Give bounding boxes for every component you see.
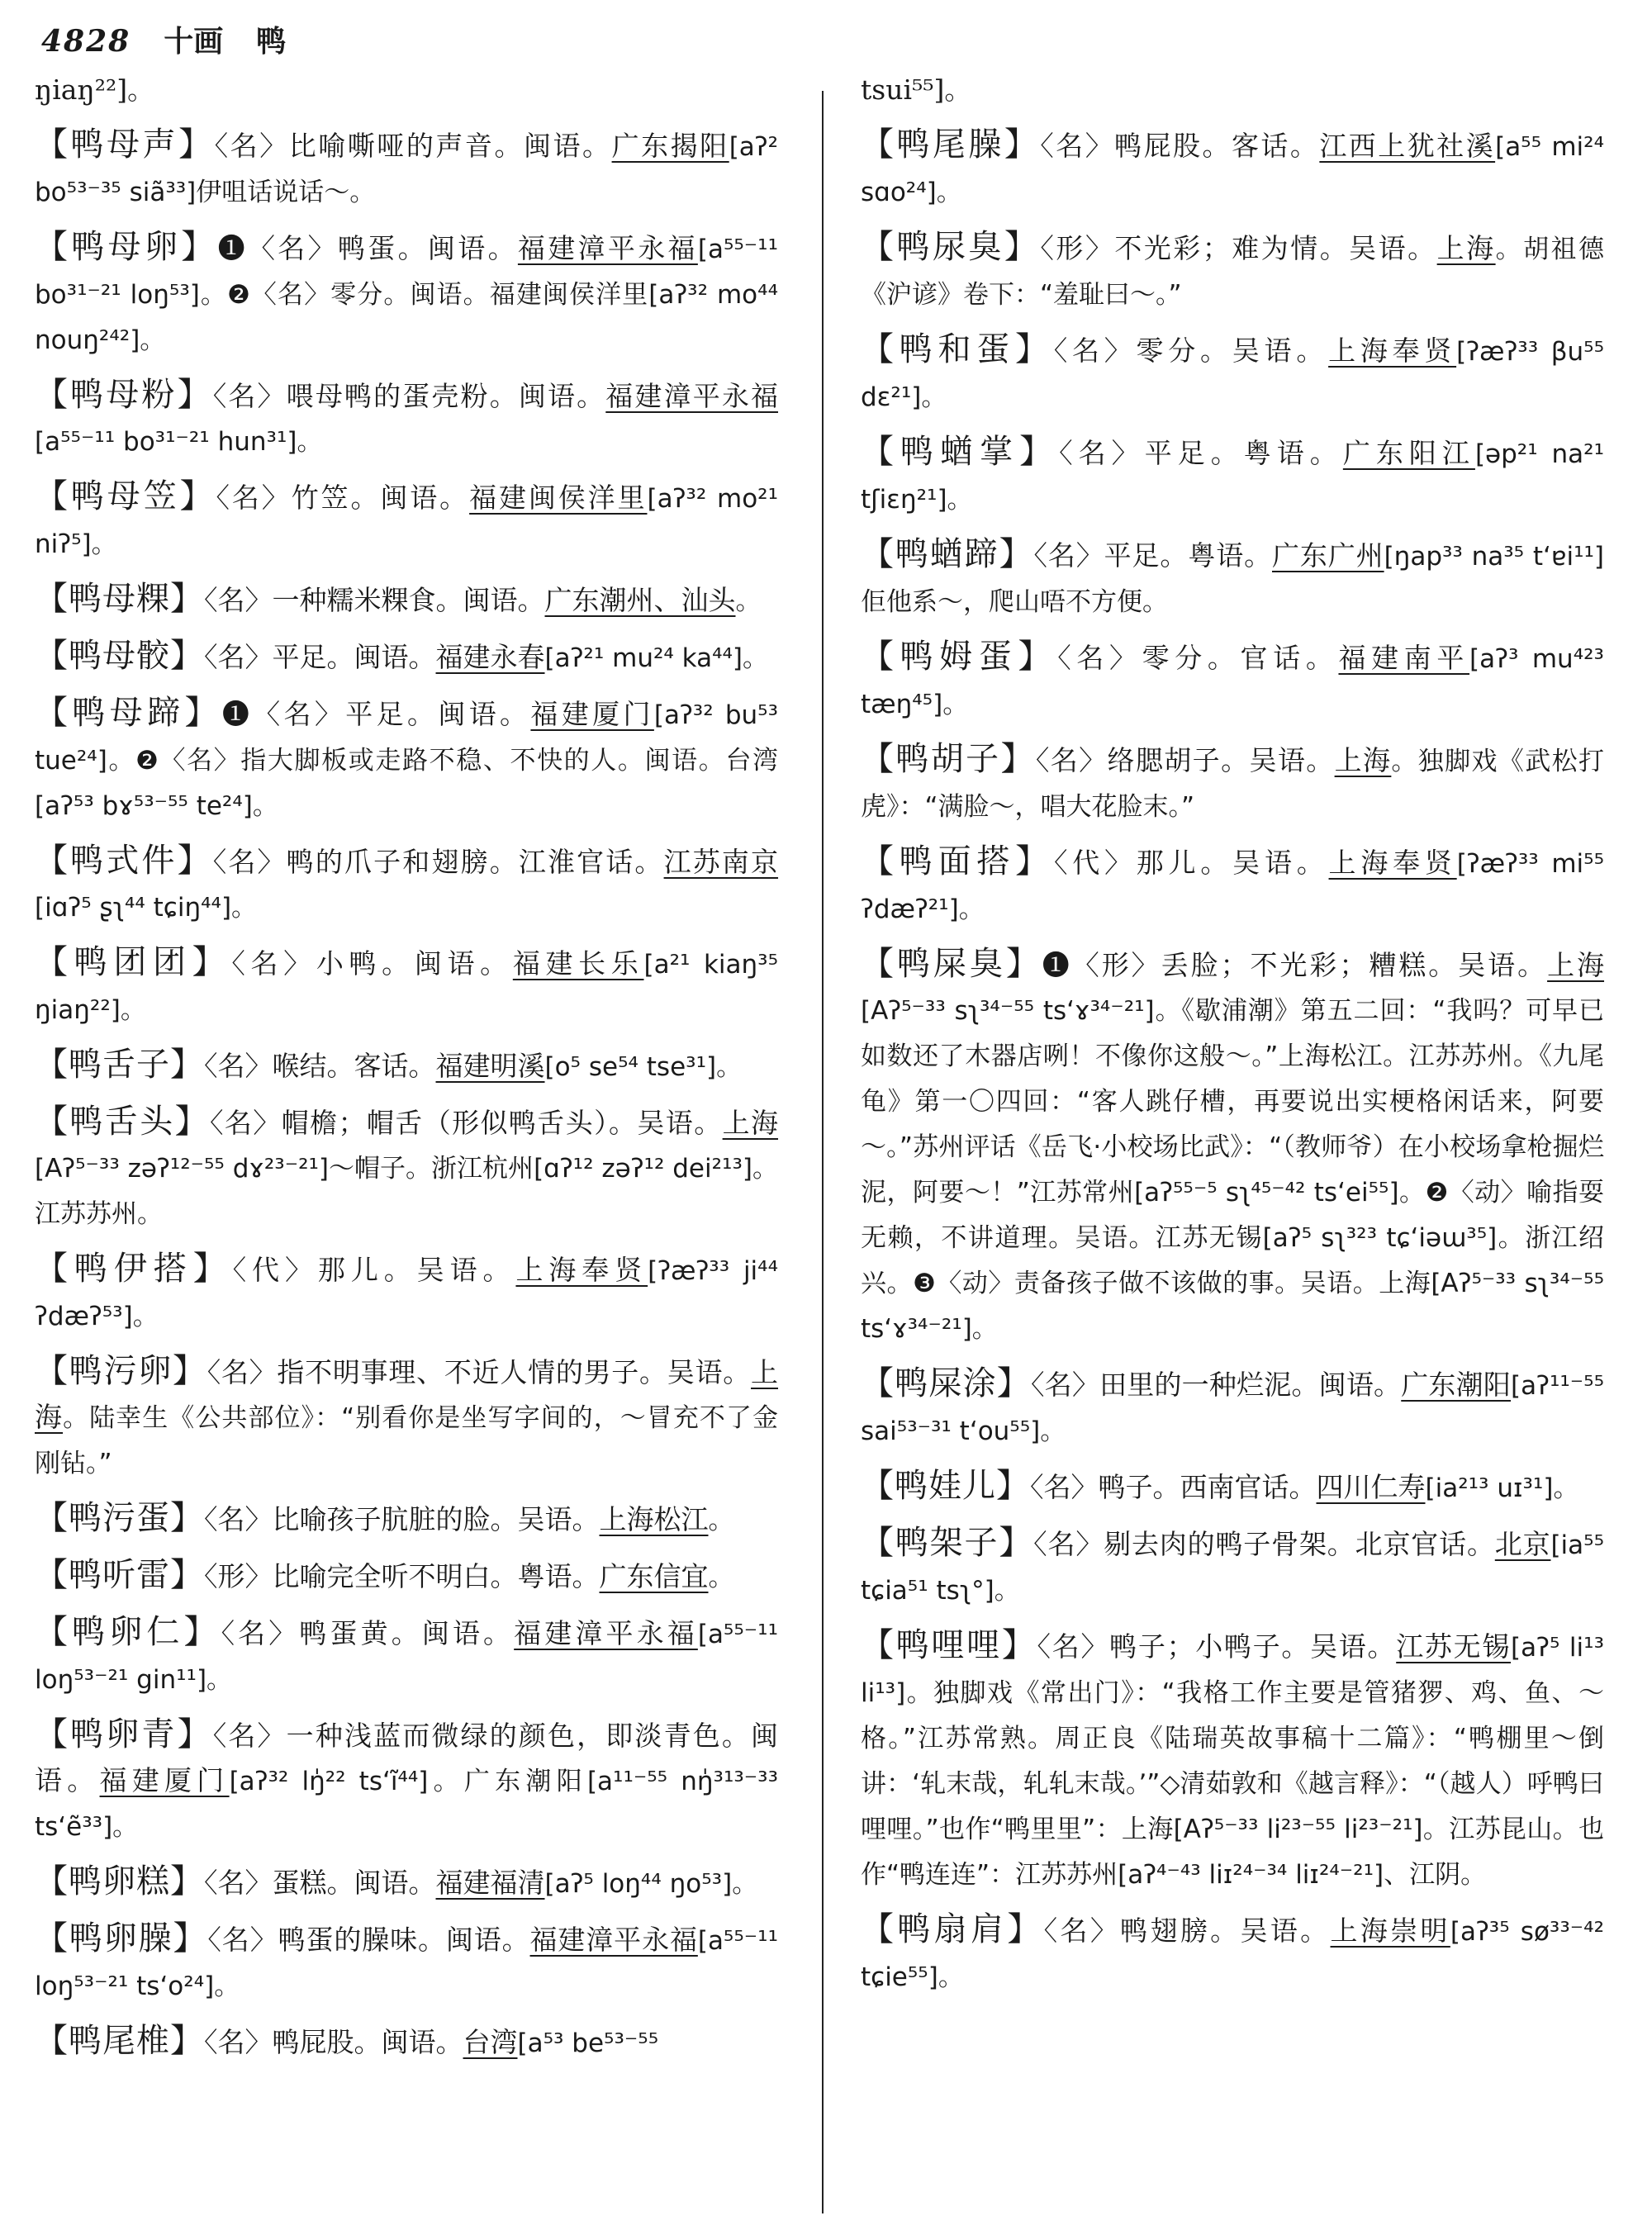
entry-definition: ŋiaŋ²²]。	[35, 74, 155, 106]
entry-headword: 【鸭污蛋】	[35, 1499, 204, 1537]
entry-headword: 【鸭尾椎】	[35, 2022, 204, 2060]
entry-headword: 【鸭屎涂】	[861, 1364, 1031, 1402]
entry-location: 上海崇明	[1330, 1914, 1450, 1947]
entry-definition: 〈名〉平足。粤语。	[1033, 539, 1272, 572]
entry-definition: 〈名〉鸭屁股。客话。	[1040, 130, 1320, 162]
entry-definition: 〈名〉指不明事理、不近人情的男子。吴语。	[206, 1356, 752, 1388]
entry-headword: 【鸭舌头】	[35, 1103, 210, 1141]
entry-headword: 【鸭和蛋】	[861, 330, 1054, 368]
section-label: 十画	[164, 24, 224, 59]
entry-location: 上海松江	[599, 1503, 709, 1535]
entry-location: 江苏无锡	[1396, 1630, 1512, 1663]
dictionary-entry	[35, 122, 778, 215]
entry-pronunciation: [aʔ³² bu⁵³ tue²⁴]。❷〈名〉指大脚板或走路不稳、不快的人。闽语。台湾[aʔ⁵³ bɤ⁵³⁻⁵⁵ te²⁴]。	[35, 700, 779, 821]
entry-headword: 【鸭式件】	[35, 842, 213, 880]
dictionary-entry	[861, 1521, 1604, 1613]
entry-pronunciation: [aʔ³⁵ sø³³⁻⁴² tɕie⁵⁵]。	[861, 1917, 1605, 1992]
entry-definition: 〈名〉零分。吴语。	[1053, 334, 1329, 367]
dictionary-entry	[35, 474, 778, 567]
dictionary-entry	[861, 1464, 1604, 1511]
entry-pronunciation: [ʔæʔ³³ ji⁴⁴ ʔdæʔ⁵³]。	[35, 1256, 779, 1331]
entry-definition: 〈名〉竹笠。闽语。	[216, 482, 470, 514]
entry-definition: 〈名〉鸭蛋的臊味。闽语。	[207, 1924, 530, 1956]
entry-location: 福建漳平永福	[517, 232, 698, 264]
entry-pronunciation: [a⁵⁵⁻¹¹ bo³¹⁻²¹ hun³¹]。	[35, 427, 323, 457]
entry-pronunciation: [a⁵⁵ mi²⁴ sɑo²⁴]。	[861, 132, 1605, 207]
entry-headword: 【鸭卵糕】	[35, 1862, 204, 1900]
entry-pronunciation: [a⁵⁵⁻¹¹ loŋ⁵³⁻²¹ ts‘o²⁴]。	[35, 1926, 779, 2001]
entry-pronunciation: 。陆幸生《公共部位》：“别看你是坐写字间的，～冒充不了金刚钻。”	[35, 1403, 779, 1478]
entry-location: 广东潮州、汕头	[544, 584, 736, 616]
entry-definition: 〈名〉一种糯米粿食。闽语。	[204, 584, 545, 616]
entry-location: 福建闽侯洋里	[469, 482, 648, 514]
entry-definition: 〈名〉比喻孩子肮脏的脸。吴语。	[204, 1503, 600, 1535]
dictionary-entry	[861, 429, 1604, 522]
right-column	[861, 68, 1604, 2009]
entry-headword: 【鸭母笠】	[35, 477, 216, 515]
entry-headword: 【鸭母骹】	[35, 637, 204, 675]
entry-pronunciation: [iɑʔ⁵ ʂʅ⁴⁴ tɕiŋ⁴⁴]。	[35, 893, 258, 923]
dictionary-entry	[35, 1712, 778, 1849]
entry-headword: 【鸭蝤蹄】	[861, 535, 1034, 573]
entry-headword: 【鸭娃儿】	[861, 1467, 1030, 1505]
entry-definition: 〈名〉鸭子；小鸭子。吴语。	[1037, 1630, 1397, 1663]
entry-location: 上海	[35, 1356, 779, 1433]
entry-location: 广东广州	[1272, 539, 1384, 572]
entry-pronunciation: 。独脚戏《武松打虎》：“满脸～，唱大花脸末。”	[861, 747, 1605, 822]
entry-headword: 【鸭哩哩】	[861, 1626, 1037, 1664]
left-column	[35, 68, 778, 2076]
entry-headword: 【鸭母粉】	[35, 376, 213, 414]
dictionary-entry	[861, 122, 1604, 215]
entry-definition: 〈名〉零分。官话。	[1057, 642, 1339, 674]
entry-definition: 〈名〉帽檐；帽舌（形似鸭舌头）。吴语。	[210, 1107, 723, 1139]
entry-location: 广东信宜	[599, 1560, 709, 1592]
entry-definition: 〈名〉田里的一种烂泥。闽语。	[1030, 1369, 1402, 1401]
entry-headword: 【鸭团团】	[35, 943, 232, 981]
entry-definition: 〈名〉蛋糕。闽语。	[204, 1867, 436, 1899]
entry-definition: 〈代〉那儿。吴语。	[232, 1254, 516, 1286]
entry-location: 北京	[1494, 1528, 1551, 1560]
entry-headword: 【鸭架子】	[861, 1524, 1034, 1562]
entry-pronunciation: [ŋap³³ na³⁵ t‘ɐi¹¹]佢他系～，爬山唔不方便。	[861, 542, 1605, 617]
entry-location: 江苏南京	[663, 846, 779, 878]
entry-definition: ❶〈名〉鸭蛋。闽语。	[217, 232, 518, 264]
entry-headword: 【鸭母蹄】	[35, 694, 222, 732]
entry-definition: 〈名〉鸭的爪子和翅膀。江淮官话。	[212, 846, 664, 878]
entry-location: 上海	[1436, 232, 1496, 264]
entry-continuation	[861, 68, 1604, 112]
entry-definition: 〈名〉一种浅蓝而微绿的颜色，即淡青色。闽语。	[35, 1720, 779, 1796]
entry-pronunciation: [aʔ¹¹⁻⁵⁵ sai⁵³⁻³¹ t‘ou⁵⁵]。	[861, 1371, 1605, 1446]
entry-pronunciation: [aʔ³² lŋ̍²² ts‘ĩ⁴⁴]。广东潮阳[a¹¹⁻⁵⁵ nŋ̍³¹³⁻³³ ts‘ẽ³³]。	[35, 1767, 779, 1842]
entry-headword: 【鸭母声】	[35, 126, 215, 164]
dictionary-entry	[35, 372, 778, 464]
entry-location: 上海奉贤	[1328, 847, 1457, 879]
entry-headword: 【鸭母卵】	[35, 228, 218, 266]
entry-pronunciation: [aʔ⁵ loŋ⁴⁴ ŋo⁵³]。	[544, 1869, 758, 1899]
dictionary-entry	[861, 839, 1604, 932]
entry-definition: ❶〈名〉平足。闽语。	[221, 698, 531, 730]
page-header	[41, 18, 286, 68]
entry-pronunciation: [a⁵⁵⁻¹¹ loŋ⁵³⁻²¹ gin¹¹]。	[35, 1620, 779, 1695]
entry-continuation	[35, 68, 778, 112]
entry-location: 福建厦门	[530, 698, 654, 730]
entry-definition: 〈名〉剔去肉的鸭子骨架。北京官话。	[1033, 1528, 1495, 1560]
entry-definition: 〈代〉那儿。吴语。	[1053, 847, 1329, 879]
entry-location: 广东揭阳	[611, 130, 729, 162]
entry-location: 上海奉贤	[1328, 334, 1457, 367]
entry-headword: 【鸭母粿】	[35, 580, 204, 618]
entry-definition: 〈名〉喉结。客话。	[204, 1050, 436, 1082]
entry-location: 上海	[1547, 949, 1605, 981]
entry-pronunciation: [aʔ³ mu⁴²³ tæŋ⁴⁵]。	[861, 644, 1604, 719]
entry-location: 上海	[722, 1107, 779, 1139]
entry-definition: ❶〈形〉丢脸；不光彩；糟糕。吴语。	[1042, 949, 1548, 981]
entry-pronunciation: 。胡祖德《沪谚》卷下：“羞耻曰～。”	[861, 235, 1605, 310]
entry-location: 福建南平	[1338, 642, 1470, 674]
entry-location: 福建长乐	[512, 947, 644, 980]
entry-location: 福建福清	[435, 1867, 545, 1899]
entry-headword: 【鸭扇肩】	[861, 1910, 1044, 1948]
entry-headword: 【鸭尾臊】	[861, 126, 1041, 164]
dictionary-entry	[35, 225, 778, 363]
entry-location: 福建明溪	[435, 1050, 545, 1082]
entry-pronunciation: [Aʔ⁵⁻³³ zəʔ¹²⁻⁵⁵ dɤ²³⁻²¹]～帽子。浙江杭州[ɑʔ¹² zəʔ¹² dei²¹³]。江苏苏州。	[35, 1154, 778, 1229]
entry-pronunciation: [a²¹ kiaŋ³⁵ ŋiaŋ²²]。	[35, 950, 779, 1025]
dictionary-entry	[35, 1042, 778, 1089]
entry-headword: 【鸭卵臊】	[35, 1919, 208, 1957]
entry-definition: 〈名〉比喻嘶哑的声音。闽语。	[214, 130, 612, 162]
entry-pronunciation: [ia²¹³ uɪ³¹]。	[1425, 1473, 1579, 1503]
entry-pronunciation: [a⁵³ be⁵³⁻⁵⁵	[517, 2028, 659, 2058]
entry-pronunciation: [aʔ²¹ mu²⁴ ka⁴⁴]。	[544, 643, 769, 673]
entry-pronunciation: 。	[708, 1506, 734, 1535]
dictionary-entry	[861, 942, 1604, 1351]
entry-location: 福建永春	[435, 641, 545, 673]
dictionary-entry	[35, 690, 778, 828]
entry-location: 福建漳平永福	[605, 380, 779, 412]
entry-location: 广东阳江	[1342, 437, 1475, 469]
dictionary-entry	[861, 327, 1604, 420]
dictionary-entry	[35, 1496, 778, 1543]
entry-location: 上海奉贤	[515, 1254, 648, 1286]
dictionary-entry	[35, 1246, 778, 1339]
column-divider	[822, 91, 824, 2213]
entry-location: 广东潮阳	[1401, 1369, 1512, 1401]
dictionary-entry	[861, 1361, 1604, 1454]
entry-pronunciation: [Aʔ⁵⁻³³ sʅ³⁴⁻⁵⁵ ts‘ɤ³⁴⁻²¹]。《歇浦潮》第五二回：“我吗？可早已如数还了木器店咧！不像你这般～。”上海松江。江苏苏州。《九尾龟》第一〇四回：“客人跳仔槽，再要说出实梗格闲话来，阿要～。”苏州评话《岳飞·小校场比武》：“（教师爷）在小校场拿枪掘烂泥，阿要～！”江苏常州[aʔ⁵⁵⁻⁵ sʅ⁴⁵⁻⁴² ts‘ei⁵⁵]。❷〈动〉喻指耍无赖，不讲道理。吴语。江苏无锡[aʔ⁵ sʅ³²³ tɕ‘iəɯ³⁵]。浙江绍兴。❸〈动〉责备孩子做不该做的事。吴语。上海[Aʔ⁵⁻³³ sʅ³⁴⁻⁵⁵ ts‘ɤ³⁴⁻²¹]。	[861, 996, 1604, 1344]
entry-headword: 【鸭卵仁】	[35, 1613, 221, 1651]
entry-definition: tsui⁵⁵]。	[861, 74, 972, 106]
entry-headword: 【鸭姆蛋】	[861, 638, 1058, 676]
dictionary-entry	[35, 1610, 778, 1702]
entry-definition: 〈名〉平足。粤语。	[1059, 437, 1343, 469]
entry-definition: 〈名〉鸭屁股。闽语。	[204, 2026, 463, 2058]
section-character: 鸭	[256, 24, 287, 59]
entry-location: 福建漳平永福	[529, 1924, 698, 1956]
dictionary-entry	[35, 1099, 778, 1236]
entry-pronunciation: [aʔ² bo⁵³⁻³⁵ siã³³]伊咀话说话～。	[35, 132, 779, 207]
dictionary-entry	[861, 634, 1604, 727]
entry-pronunciation: [aʔ³² mo²¹ niʔ⁵]。	[35, 484, 779, 559]
entry-definition: 〈名〉鸭翅膀。吴语。	[1043, 1914, 1331, 1947]
entry-headword: 【鸭面搭】	[861, 842, 1054, 880]
entry-headword: 【鸭污卵】	[35, 1352, 207, 1390]
entry-headword: 【鸭听雷】	[35, 1556, 204, 1594]
entry-location: 四川仁寿	[1316, 1471, 1426, 1503]
entry-location: 上海	[1334, 744, 1392, 776]
dictionary-entry	[35, 633, 778, 681]
dictionary-entry	[35, 1859, 778, 1906]
entry-headword: 【鸭胡子】	[861, 740, 1036, 778]
entry-headword: 【鸭蝤掌】	[861, 433, 1060, 471]
dictionary-entry	[861, 532, 1604, 624]
entry-definition: 〈名〉平足。闽语。	[204, 641, 436, 673]
entry-pronunciation: [ʔæʔ³³ mi⁵⁵ ʔdæʔ²¹]。	[861, 849, 1605, 924]
entry-headword: 【鸭屎臭】	[861, 945, 1042, 983]
entry-headword: 【鸭伊搭】	[35, 1250, 233, 1288]
entry-definition: 〈名〉小鸭。闽语。	[231, 947, 513, 980]
dictionary-entry	[35, 2019, 778, 2066]
dictionary-entry	[35, 576, 778, 624]
entry-definition: 〈名〉喂母鸭的蛋壳粉。闽语。	[212, 380, 606, 412]
entry-location: 福建厦门	[99, 1764, 230, 1796]
dictionary-entry	[861, 1623, 1604, 1897]
dictionary-entry	[35, 1916, 778, 2009]
entry-pronunciation: 。	[735, 586, 762, 616]
dictionary-entry	[35, 1553, 778, 1600]
entry-pronunciation: [ʔæʔ³³ βu⁵⁵ dɛ²¹]。	[861, 337, 1605, 412]
entry-headword: 【鸭尿臭】	[861, 228, 1041, 266]
entry-pronunciation: [aʔ⁵ li¹³ li¹³]。独脚戏《常出门》：“我格工作主要是管猪猡、鸡、鱼、～格。”江苏常熟。周正良《陆瑞英故事稿十二篇》：“鸭棚里～倒讲：‘轧末哉，轧轧末哉。’”◇清茹敦和《越言释》：“（越人）呼鸭曰哩哩。”也作“鸭里里”：上海[Aʔ⁵⁻³³ li²³⁻⁵⁵ li²³⁻²¹]。江苏昆山。也作“鸭连连”：江苏苏州[aʔ⁴⁻⁴³ liɪ²⁴⁻³⁴ liɪ²⁴⁻²¹]、江阴。	[861, 1633, 1605, 1890]
entry-definition: 〈名〉鸭子。西南官话。	[1030, 1471, 1317, 1503]
page-number: 4828	[41, 24, 131, 59]
entry-definition: 〈形〉比喻完全听不明白。粤语。	[204, 1560, 600, 1592]
dictionary-entry	[861, 1907, 1604, 2000]
dictionary-entry	[35, 838, 778, 930]
dictionary-entry	[35, 1349, 778, 1486]
dictionary-entry	[861, 225, 1604, 317]
entry-headword: 【鸭舌子】	[35, 1046, 204, 1084]
entry-definition: 〈名〉鸭蛋黄。闽语。	[221, 1617, 515, 1649]
entry-location: 江西上犹社溪	[1319, 130, 1496, 162]
dictionary-entry	[861, 737, 1604, 829]
entry-pronunciation: 。	[708, 1563, 734, 1592]
entry-definition: 〈名〉络腮胡子。吴语。	[1035, 744, 1335, 776]
entry-pronunciation: [o⁵ se⁵⁴ tse³¹]。	[544, 1052, 743, 1082]
entry-headword: 【鸭卵青】	[35, 1715, 213, 1753]
entry-pronunciation: [əp²¹ na²¹ tʃiɛŋ²¹]。	[861, 439, 1605, 515]
entry-definition: 〈形〉不光彩；难为情。吴语。	[1040, 232, 1437, 264]
entry-location: 台湾	[463, 2026, 518, 2058]
dictionary-entry	[35, 940, 778, 1032]
entry-pronunciation: [ia⁵⁵ tɕia⁵¹ tsʅ°]。	[861, 1530, 1605, 1606]
entry-location: 福建漳平永福	[514, 1617, 698, 1649]
entry-pronunciation: [a⁵⁵⁻¹¹ bo³¹⁻²¹ loŋ⁵³]。❷〈名〉零分。闽语。福建闽侯洋里[aʔ³² mo⁴⁴ nouŋ²⁴²]。	[35, 235, 779, 355]
